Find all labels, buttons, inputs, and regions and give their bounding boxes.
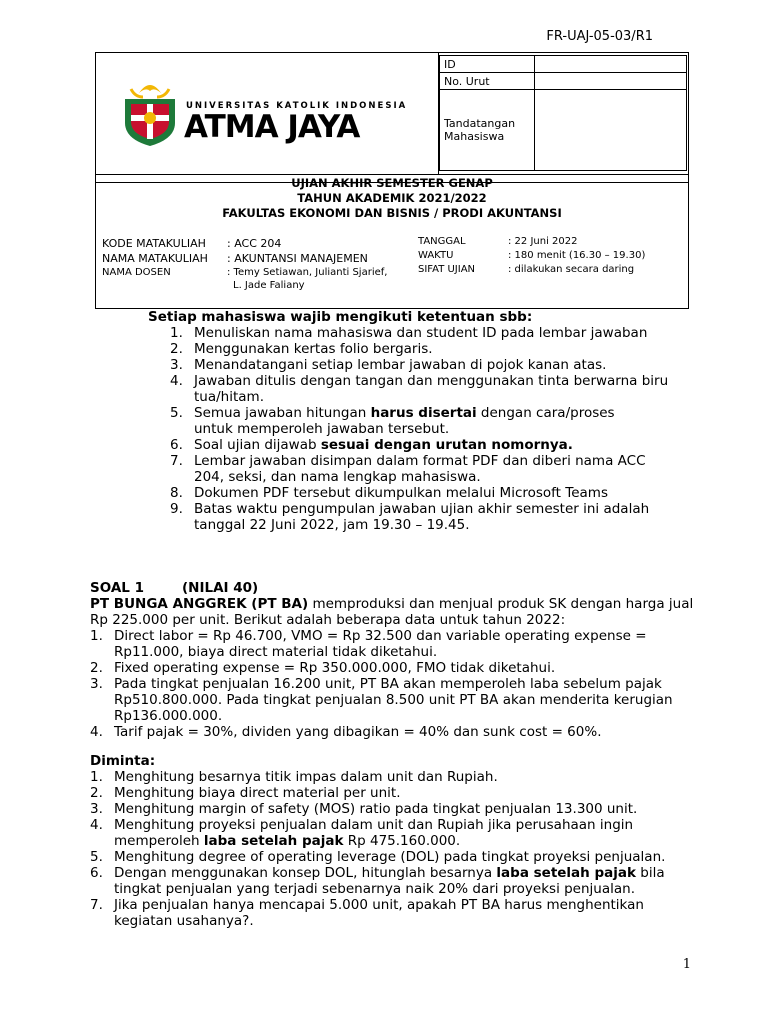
sifat-label: SIFAT UJIAN bbox=[418, 264, 476, 275]
nama-mk-label: NAMA MATAKULIAH bbox=[102, 252, 208, 265]
soal-heading: SOAL 1 bbox=[90, 580, 144, 596]
tanggal-value: : 22 Juni 2022 bbox=[508, 236, 578, 247]
student-id-table bbox=[439, 55, 687, 171]
university-name: UNIVERSITAS KATOLIK INDONESIA bbox=[186, 101, 408, 111]
dosen-value-1: : Temy Setiawan, Julianti Sjarief, bbox=[227, 267, 388, 278]
nourut-label: No. Urut bbox=[440, 73, 535, 90]
tanggal-label: TANGGAL bbox=[418, 236, 466, 247]
id-label: ID bbox=[440, 56, 535, 73]
atma-jaya-logo-icon bbox=[121, 79, 179, 147]
page-number: 1 bbox=[682, 957, 691, 972]
kode-value: : ACC 204 bbox=[227, 237, 282, 250]
waktu-label: WAKTU bbox=[418, 250, 454, 261]
nourut-field[interactable] bbox=[535, 73, 687, 90]
soal-nilai: (NILAI 40) bbox=[182, 580, 259, 596]
document-code: FR-UAJ-05-03/R1 bbox=[546, 29, 653, 44]
dosen-label: NAMA DOSEN bbox=[102, 267, 171, 278]
soal-intro-2: Rp 225.000 per unit. Berikut adalah beberapa data untuk tahun 2022: bbox=[90, 612, 566, 628]
id-field[interactable] bbox=[535, 56, 687, 73]
waktu-value: : 180 menit (16.30 – 19.30) bbox=[508, 250, 646, 261]
rules-title: Setiap mahasiswa wajib mengikuti ketentuan sbb: bbox=[148, 309, 533, 325]
signature-label-1: Tandatangan bbox=[444, 117, 516, 130]
exam-title-2: TAHUN AKADEMIK 2021/2022 bbox=[297, 191, 487, 205]
diminta-title: Diminta: bbox=[90, 753, 156, 769]
dosen-value-2: L. Jade Faliany bbox=[233, 280, 305, 291]
brand-name: ATMA JAYA bbox=[184, 109, 360, 145]
nama-mk-value: : AKUNTANSI MANAJEMEN bbox=[227, 252, 368, 265]
kode-label: KODE MATAKULIAH bbox=[102, 237, 206, 250]
signature-label-2: Mahasiswa bbox=[444, 130, 505, 143]
sifat-value: : dilakukan secara daring bbox=[508, 264, 635, 275]
exam-header-box bbox=[95, 52, 689, 309]
exam-title-3: FAKULTAS EKONOMI DAN BISNIS / PRODI AKUNTANSI bbox=[222, 206, 562, 220]
soal-intro-1: PT BUNGA ANGGREK (PT BA) memproduksi dan menjual produk SK dengan harga jual bbox=[90, 596, 694, 612]
signature-field[interactable] bbox=[535, 90, 687, 171]
exam-title-1: UJIAN AKHIR SEMESTER GENAP bbox=[291, 176, 493, 190]
